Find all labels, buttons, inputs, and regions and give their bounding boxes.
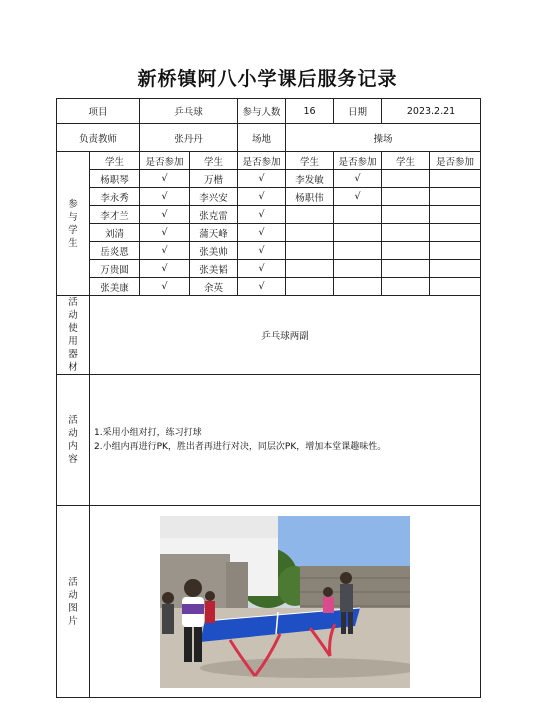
attend-mark: √ <box>238 278 286 296</box>
attend-mark <box>430 188 481 206</box>
project-label: 项目 <box>57 99 140 124</box>
student-row <box>57 242 481 260</box>
student-name: 李兴安 <box>190 188 238 206</box>
col-attend-2: 是否参加 <box>238 152 286 170</box>
equipment-row <box>57 296 481 375</box>
attend-mark: √ <box>334 170 382 188</box>
student-name <box>286 278 334 296</box>
equipment-label: 活动使用器材 <box>57 296 90 375</box>
teacher-row <box>57 124 481 152</box>
student-row <box>57 224 481 242</box>
student-name <box>286 206 334 224</box>
project-value: 乒乓球 <box>140 99 238 124</box>
student-row <box>57 206 481 224</box>
attend-mark: √ <box>238 170 286 188</box>
student-name <box>382 278 430 296</box>
attend-mark <box>430 242 481 260</box>
student-row <box>57 278 481 296</box>
teacher-label: 负责教师 <box>57 124 140 152</box>
content-row <box>57 375 481 506</box>
attend-mark <box>430 224 481 242</box>
student-name <box>286 242 334 260</box>
content-text <box>90 375 481 506</box>
col-student-3: 学生 <box>286 152 334 170</box>
col-student-2: 学生 <box>190 152 238 170</box>
col-student-4: 学生 <box>382 152 430 170</box>
venue-label: 场地 <box>238 124 286 152</box>
date-value: 2023.2.21 <box>382 99 481 124</box>
attend-mark <box>334 278 382 296</box>
venue-value: 操场 <box>286 124 481 152</box>
student-figure <box>184 579 202 597</box>
page-title: 新桥镇阿八小学课后服务记录 <box>137 68 398 90</box>
student-row <box>57 260 481 278</box>
photo-label: 活动图片 <box>57 506 90 698</box>
student-name: 杨职伟 <box>286 188 334 206</box>
students-header-row <box>57 152 481 170</box>
attend-mark <box>430 206 481 224</box>
student-name: 张美帅 <box>190 242 238 260</box>
date-label: 日期 <box>334 99 382 124</box>
content-label: 活动内容 <box>57 375 90 506</box>
attend-mark <box>430 170 481 188</box>
attend-mark: √ <box>238 188 286 206</box>
attend-mark: √ <box>238 260 286 278</box>
student-name: 蒲天峰 <box>190 224 238 242</box>
attend-mark <box>334 260 382 278</box>
attend-mark <box>334 224 382 242</box>
content-line-1: 1.采用小组对打，练习打球 <box>94 428 202 438</box>
student-name: 张克雷 <box>190 206 238 224</box>
attend-mark: √ <box>238 224 286 242</box>
attend-mark <box>430 260 481 278</box>
students-section-label: 参与学生 <box>57 152 90 296</box>
participants-label: 参与人数 <box>238 99 286 124</box>
attend-mark <box>430 278 481 296</box>
attend-mark: √ <box>238 206 286 224</box>
header-row <box>57 99 481 124</box>
attend-mark: √ <box>140 170 190 188</box>
col-attend-1: 是否参加 <box>140 152 190 170</box>
activity-photo <box>160 516 410 688</box>
attend-mark: √ <box>140 278 190 296</box>
student-name: 李发敏 <box>286 170 334 188</box>
student-row <box>57 188 481 206</box>
attend-mark: √ <box>140 224 190 242</box>
student-name <box>382 242 430 260</box>
student-name: 杨职琴 <box>90 170 140 188</box>
brick-stack <box>226 562 248 608</box>
student-name: 张美韬 <box>190 260 238 278</box>
student-name <box>382 188 430 206</box>
photo-row <box>57 506 481 698</box>
equipment-value: 乒乓球两副 <box>90 296 481 375</box>
col-attend-3: 是否参加 <box>334 152 382 170</box>
student-name: 李才兰 <box>90 206 140 224</box>
service-record-table <box>56 98 481 698</box>
photo-cell <box>90 506 481 698</box>
student-name: 刘清 <box>90 224 140 242</box>
student-name <box>382 206 430 224</box>
attend-mark: √ <box>140 188 190 206</box>
student-name <box>382 260 430 278</box>
student-name: 万楷 <box>190 170 238 188</box>
student-name <box>286 224 334 242</box>
attend-mark: √ <box>140 242 190 260</box>
student-name: 余英 <box>190 278 238 296</box>
building-roof <box>160 516 278 538</box>
teacher-value: 张丹丹 <box>140 124 238 152</box>
student-name: 李永秀 <box>90 188 140 206</box>
student-name: 万贵圆 <box>90 260 140 278</box>
student-name: 岳炎恩 <box>90 242 140 260</box>
student-name <box>286 260 334 278</box>
attend-mark: √ <box>334 188 382 206</box>
attend-mark: √ <box>140 206 190 224</box>
student-row <box>57 170 481 188</box>
attend-mark: √ <box>140 260 190 278</box>
col-attend-4: 是否参加 <box>430 152 481 170</box>
attend-mark <box>334 206 382 224</box>
ping-pong-photo-illustration <box>160 516 410 688</box>
content-line-2: 2.小组内再进行PK，胜出者再进行对决，同层次PK，增加本堂课趣味性。 <box>94 442 387 452</box>
participants-value: 16 <box>286 99 334 124</box>
col-student-1: 学生 <box>90 152 140 170</box>
student-name: 张美康 <box>90 278 140 296</box>
student-name <box>382 170 430 188</box>
attend-mark: √ <box>238 242 286 260</box>
student-name <box>382 224 430 242</box>
attend-mark <box>334 242 382 260</box>
